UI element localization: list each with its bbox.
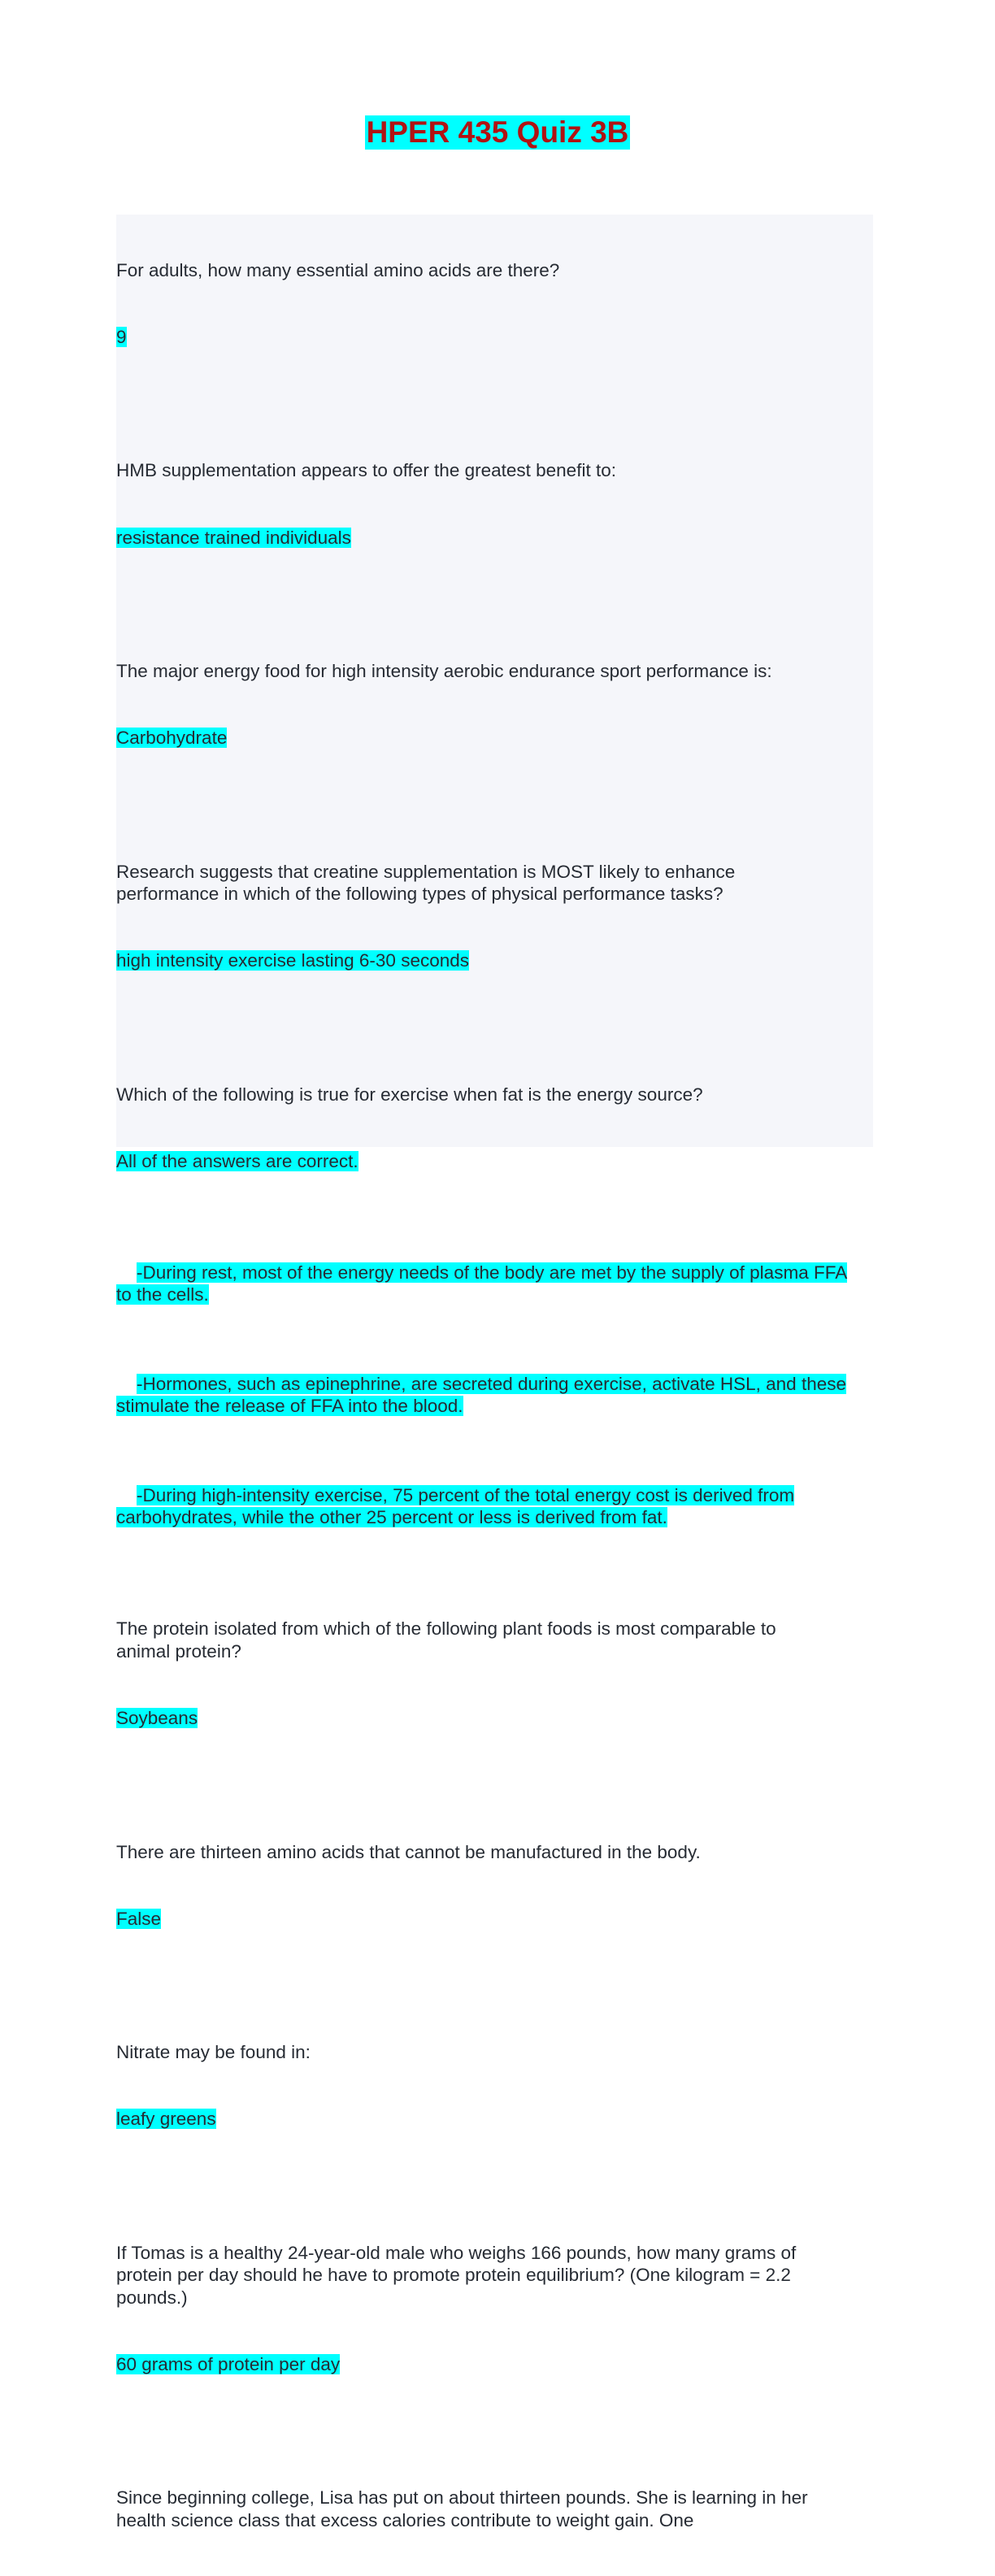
answer-highlight: resistance trained individuals	[116, 527, 351, 548]
answer-highlight: -During rest, most of the energy needs of the body are met by the supply of plasma FFA to the cells.	[116, 1262, 848, 1305]
question-text: HMB supplementation appears to offer the greatest benefit to:	[116, 460, 616, 481]
question-text: For adults, how many essential amino acids are there?	[116, 259, 560, 280]
answer-highlight: 9	[116, 327, 127, 348]
quiz-content	[116, 215, 873, 2530]
quiz-item	[116, 2197, 873, 2420]
quiz-item	[116, 415, 873, 593]
question-text: If Tomas is a healthy 24-year-old male who weighs 166 pounds, how many grams of protein per day should he have to promote protein equilibrium? (One kilogram = 2.2 pounds.)	[116, 2242, 797, 2308]
quiz-item	[116, 1796, 873, 1974]
quiz-item	[116, 816, 873, 1017]
quiz-item	[116, 1574, 873, 1775]
question-text: The protein isolated from which of the following plant foods is most comparable to animal protein?	[116, 1618, 776, 1662]
quiz-item	[116, 215, 873, 393]
quiz-item	[116, 1996, 873, 2174]
answer-highlight: leafy greens	[116, 2109, 216, 2130]
highlighted-paragraph	[116, 1351, 873, 1440]
answer-highlight: Soybeans	[116, 1708, 198, 1729]
question-text: There are thirteen amino acids that cannot be manufactured in the body.	[116, 1841, 701, 1862]
document-title: HPER 435 Quiz 3B	[366, 115, 629, 149]
quiz-item	[116, 1039, 873, 1217]
quiz-item	[116, 2442, 873, 2575]
question-text: Nitrate may be found in:	[116, 2042, 311, 2063]
highlighted-paragraph	[116, 1240, 873, 1329]
title-container	[0, 115, 995, 150]
answer-highlight: Carbohydrate	[116, 728, 228, 749]
question-text: Which of the following is true for exercise when fat is the energy source?	[116, 1084, 703, 1105]
quiz-item	[116, 615, 873, 793]
question-text: The major energy food for high intensity aerobic endurance sport performance is:	[116, 661, 772, 682]
question-text: Research suggests that creatine supplementation is MOST likely to enhance performance in which of the following types of physical performance tasks?	[116, 861, 736, 905]
answer-highlight: -During high-intensity exercise, 75 percent of the total energy cost is derived from carbohydrates, while the other 25 percent or less is derived from fat.	[116, 1485, 795, 1528]
answer-highlight: 60 grams of protein per day	[116, 2353, 341, 2374]
answer-highlight: All of the answers are correct.	[116, 1151, 358, 1171]
answer-highlight: high intensity exercise lasting 6-30 seconds	[116, 950, 469, 971]
answer-highlight: -Hormones, such as epinephrine, are secreted during exercise, activate HSL, and these stimulate the release of FFA into the blood.	[116, 1374, 846, 1417]
highlighted-paragraph	[116, 1462, 873, 1552]
question-text: Since beginning college, Lisa has put on about thirteen pounds. She is learning in her health science class that excess calories contribute to weight gain. One	[116, 2487, 808, 2530]
answer-highlight: False	[116, 1908, 162, 1929]
